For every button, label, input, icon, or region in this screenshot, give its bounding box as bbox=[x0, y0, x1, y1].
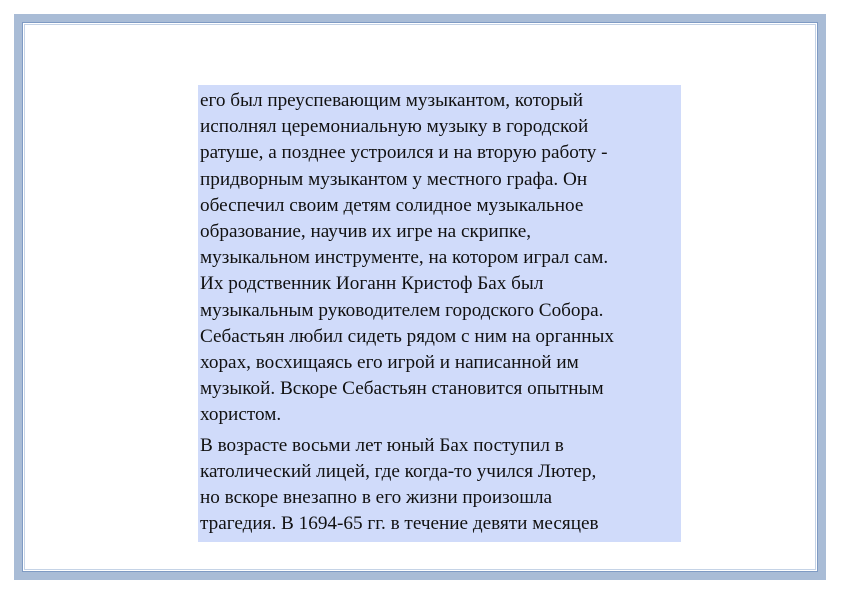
text-line: музыкальном инструменте, на котором играл сам. bbox=[200, 247, 609, 269]
paragraph-1 bbox=[200, 88, 681, 429]
text-line: но вскоре внезапно в его жизни произошла bbox=[200, 487, 553, 509]
paragraph-2 bbox=[200, 433, 681, 538]
text-line: католический лицей, где когда-то учился Лютер, bbox=[200, 460, 597, 482]
text-line: образование, научив их игре на скрипке, bbox=[200, 221, 532, 243]
text-line: хористом. bbox=[200, 404, 282, 426]
text-line: хорах, восхищаясь его игрой и написанной им bbox=[200, 352, 579, 374]
text-line: Их родственник Иоганн Кристоф Бах был bbox=[200, 273, 544, 295]
text-line: обеспечил своим детям солидное музыкальное bbox=[200, 194, 584, 216]
text-line: ратуше, а позднее устроился и на вторую работу - bbox=[200, 142, 608, 164]
text-line: Себастьян любил сидеть рядом с ним на органных bbox=[200, 325, 614, 347]
text-line: исполнял церемониальную музыку в городской bbox=[200, 116, 589, 138]
text-line: музыкой. Вскоре Себастьян становится опытным bbox=[200, 378, 604, 400]
text-line: придворным музыкантом у местного графа. Он bbox=[200, 168, 588, 190]
text-line: В возрасте восьми лет юный Бах поступил в bbox=[200, 434, 564, 456]
text-box[interactable] bbox=[198, 85, 681, 542]
text-line: трагедия. В 1694-65 гг. в течение девяти месяцев bbox=[200, 513, 599, 535]
text-line: музыкальным руководителем городского Собора. bbox=[200, 299, 604, 321]
text-line: его был преуспевающим музыкантом, который bbox=[200, 90, 584, 111]
